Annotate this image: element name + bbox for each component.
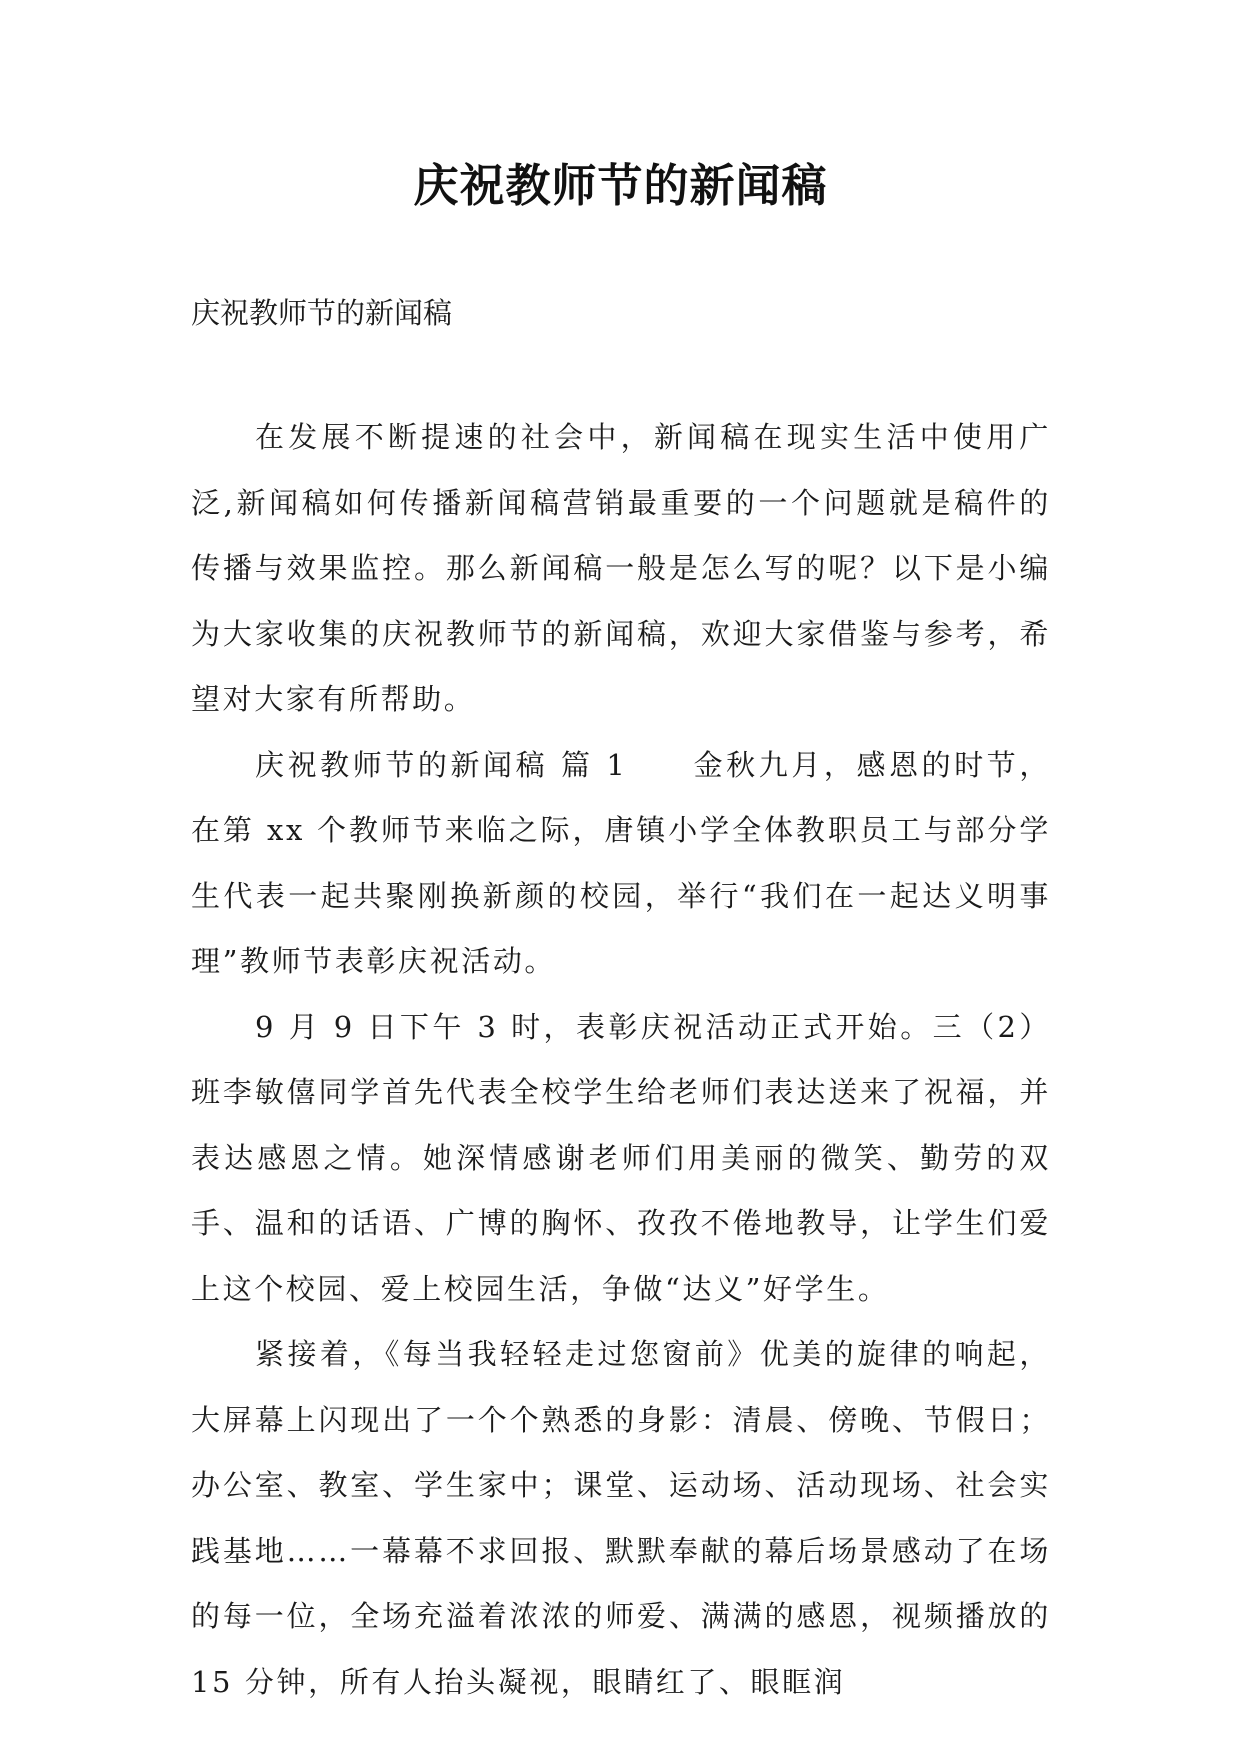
document-subtitle: 庆祝教师节的新闻稿 (191, 296, 453, 330)
body-paragraph-ceremony: 9 月 9 日下午 3 时，表彰庆祝活动正式开始。三（2）班李敏僖同学首先代表全校学生给老师们表达送来了祝福，并表达感恩之情。她深情感谢老师们用美丽的微笑、勤劳的双手、温和的话语、广博的胸怀、孜孜不倦地教导，让学生们爱上这个校园、爱上校园生活，争做“达义”好学生。 (191, 1009, 1051, 1306)
body-paragraph-article-1: 庆祝教师节的新闻稿 篇 1 金秋九月，感恩的时节，在第 xx 个教师节来临之际，唐镇小学全体教职员工与部分学生代表一起共聚刚换新颜的校园，举行“我们在一起达义明事理”教师节表彰庆祝活动。 (191, 747, 1051, 978)
document-body (191, 405, 1051, 1715)
body-paragraph-video: 紧接着，《每当我轻轻走过您窗前》优美的旋律的响起，大屏幕上闪现出了一个个熟悉的身影：清晨、傍晚、节假日；办公室、教室、学生家中；课堂、运动场、活动现场、社会实践基地……一幕幕不求回报、默默奉献的幕后场景感动了在场的每一位，全场充溢着浓浓的师爱、满满的感恩，视频播放的 15 分钟，所有人抬头凝视，眼睛红了、眼眶润 (191, 1337, 1051, 1699)
document-title: 庆祝教师节的新闻稿 (413, 159, 828, 212)
body-paragraph-intro: 在发展不断提速的社会中，新闻稿在现实生活中使用广泛,新闻稿如何传播新闻稿营销最重要的一个问题就是稿件的传播与效果监控。那么新闻稿一般是怎么写的呢？以下是小编为大家收集的庆祝教师节的新闻稿，欢迎大家借鉴与参考，希望对大家有所帮助。 (191, 420, 1051, 716)
